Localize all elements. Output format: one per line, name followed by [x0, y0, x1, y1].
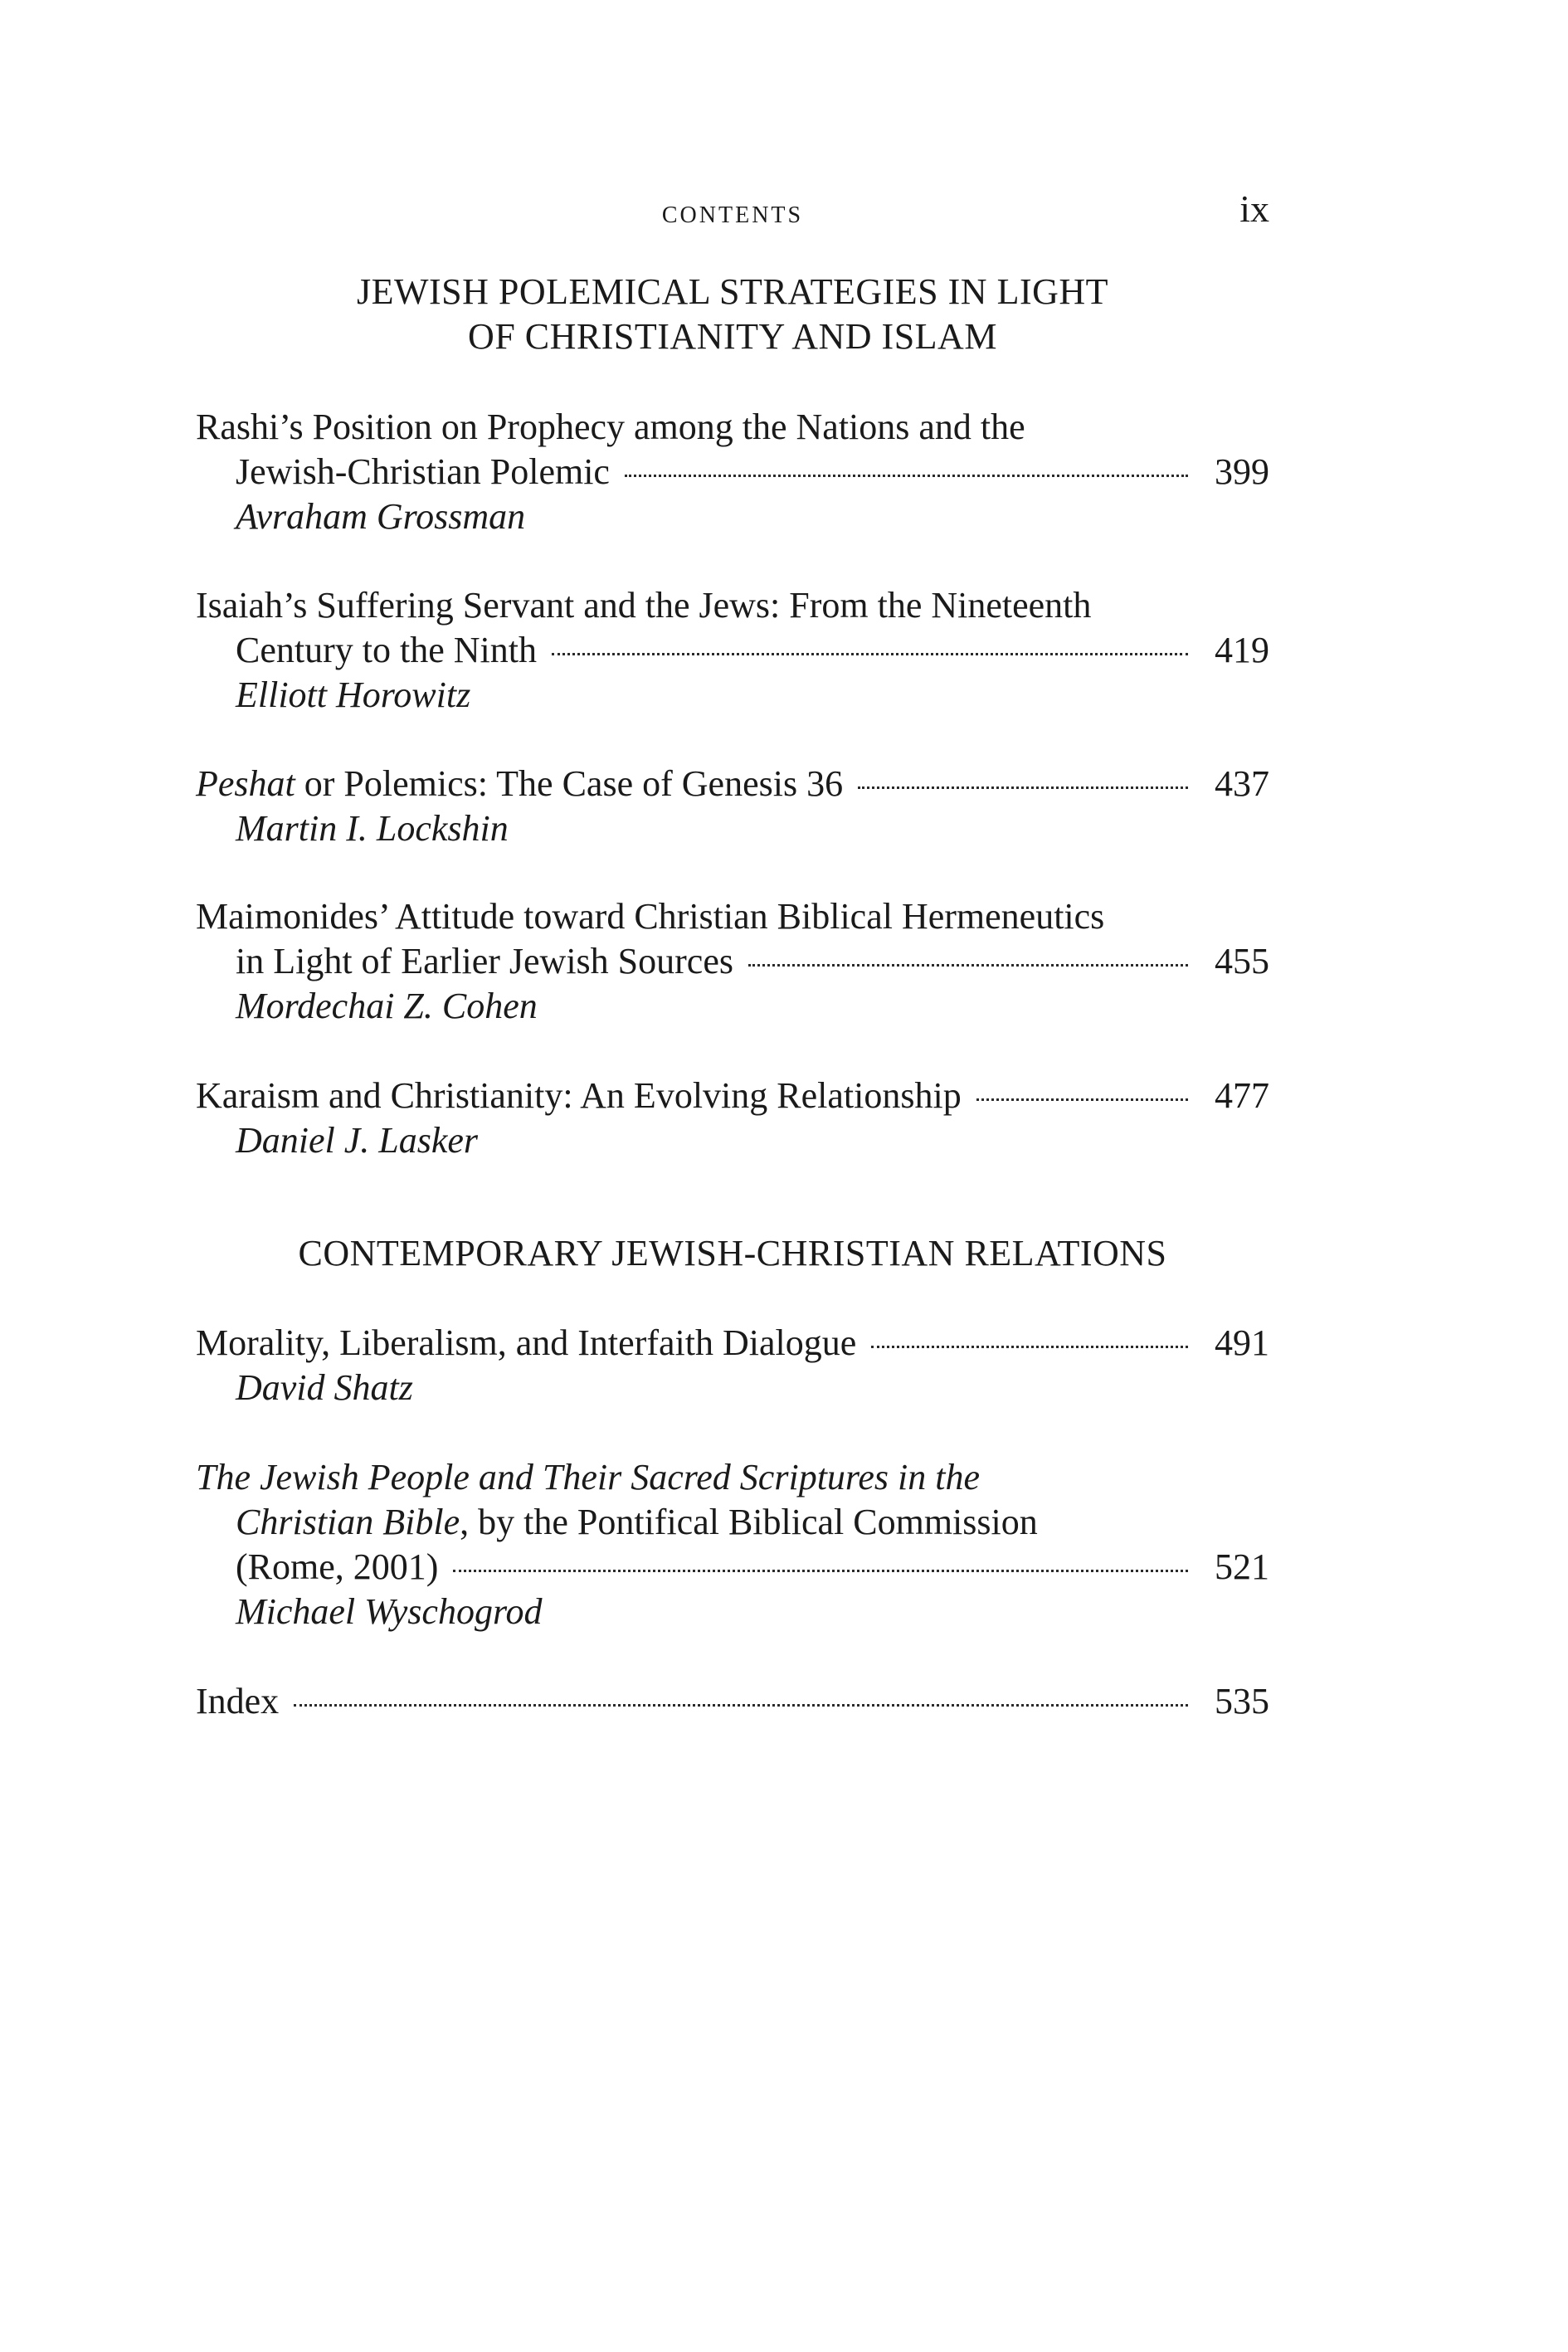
toc-entry: [196, 1321, 1269, 1410]
entry-title: Century to the Ninth: [236, 630, 537, 670]
entry-title: Index: [196, 1681, 280, 1721]
entry-title: Maimonides’ Attitude toward Christian Biblical Hermeneutics: [196, 896, 1105, 937]
dot-leader: [858, 786, 1188, 789]
entry-author: David Shatz: [236, 1367, 413, 1408]
entry-title-italic: Christian Bible: [236, 1502, 460, 1542]
entry-title-leader-line: [196, 1679, 1269, 1724]
entry-title: Jewish-Christian Polemic: [236, 451, 610, 492]
toc-entry: [196, 1074, 1269, 1163]
entry-page-number: 521: [1215, 1546, 1269, 1587]
entry-title-leader-line: [196, 762, 1269, 806]
dot-leader: [748, 964, 1188, 967]
entry-title-leader-line: [196, 1321, 1269, 1366]
entry-title-italic: The Jewish People and Their Sacred Scriptures in the: [196, 1457, 981, 1497]
entry-author: Michael Wyschogrod: [236, 1591, 543, 1632]
toc-entry: [196, 762, 1269, 851]
entry-page-number: 437: [1215, 763, 1269, 804]
entry-title-italic: Peshat: [196, 763, 295, 804]
dot-leader: [294, 1704, 1188, 1707]
entry-title: [196, 1500, 1269, 1545]
section-heading-line: JEWISH POLEMICAL STRATEGIES IN LIGHT: [356, 271, 1109, 312]
dot-leader: [625, 475, 1188, 477]
toc-entry: [196, 583, 1269, 718]
page-header: [196, 187, 1269, 236]
entry-author: Mordechai Z. Cohen: [236, 986, 538, 1026]
entry-title: [196, 762, 843, 806]
entry-title: Rashi’s Position on Prophecy among the Nations and the: [196, 407, 1025, 447]
toc-entry: [196, 894, 1269, 1029]
section-heading-line: OF CHRISTIANITY AND ISLAM: [468, 316, 997, 357]
entry-title: Morality, Liberalism, and Interfaith Dialogue: [196, 1322, 857, 1363]
entry-title-roman: , by the Pontifical Biblical Commission: [460, 1502, 1038, 1542]
entry-title: in Light of Earlier Jewish Sources: [236, 941, 733, 981]
entry-page-number: 491: [1215, 1322, 1269, 1363]
entry-title-leader-line: [196, 1074, 1269, 1118]
entry-title: (Rome, 2001): [236, 1546, 439, 1587]
entry-page-number: 477: [1215, 1075, 1269, 1116]
entry-page-number: 399: [1215, 451, 1269, 492]
dot-leader: [976, 1098, 1188, 1101]
entry-title-roman: or Polemics: The Case of Genesis 36: [295, 763, 844, 804]
entry-title-leader-line: [196, 1545, 1269, 1590]
dot-leader: [871, 1346, 1188, 1348]
page-number: ix: [1239, 187, 1269, 230]
toc-entry: [196, 1455, 1269, 1634]
entry-title-leader-line: [196, 939, 1269, 984]
dot-leader: [552, 653, 1188, 655]
section-heading-line: CONTEMPORARY JEWISH-CHRISTIAN RELATIONS: [298, 1233, 1167, 1273]
entry-page-number: 535: [1215, 1681, 1269, 1721]
entry-title-leader-line: [196, 450, 1269, 494]
entry-author: Avraham Grossman: [236, 496, 526, 537]
toc-entry: [196, 405, 1269, 539]
running-head: contents: [661, 192, 804, 230]
section-heading: [196, 270, 1269, 359]
toc-entry: [196, 1679, 1269, 1724]
entry-author: Daniel J. Lasker: [236, 1120, 479, 1161]
entry-author: Martin I. Lockshin: [236, 808, 509, 849]
entry-title-leader-line: [196, 628, 1269, 673]
dot-leader: [453, 1570, 1188, 1572]
entry-author: Elliott Horowitz: [236, 674, 471, 715]
entry-page-number: 455: [1215, 941, 1269, 981]
entry-page-number: 419: [1215, 630, 1269, 670]
entry-title: Karaism and Christianity: An Evolving Relationship: [196, 1075, 962, 1116]
section-heading: [196, 1231, 1269, 1276]
entry-title: Isaiah’s Suffering Servant and the Jews: From the Nineteenth: [196, 585, 1092, 626]
